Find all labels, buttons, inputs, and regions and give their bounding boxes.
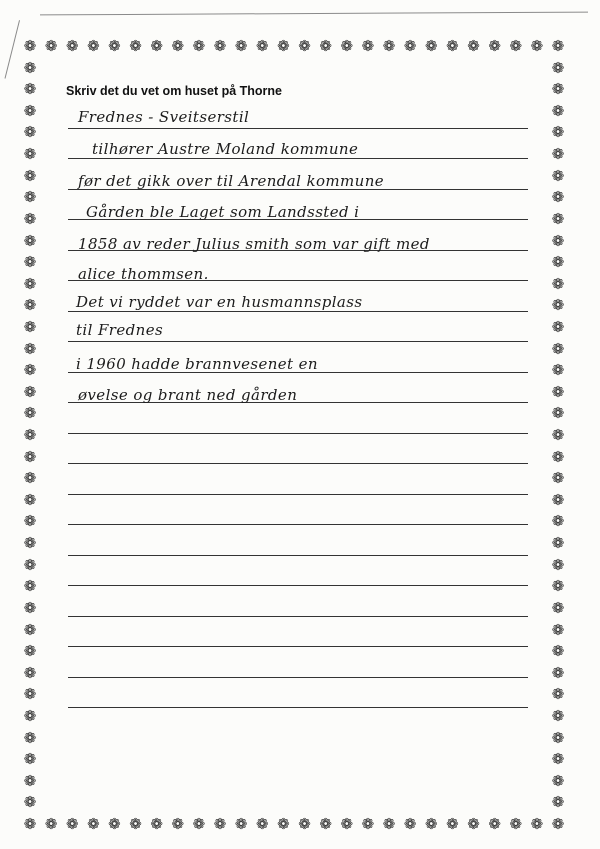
ruled-line [68,341,528,342]
ruled-line [68,677,528,678]
border-star-icon: ❁ [23,815,37,833]
border-star-icon: ❁ [488,815,501,833]
border-star-icon: ❁ [551,404,565,423]
border-star-icon: ❁ [551,577,565,596]
border-star-icon: ❁ [551,37,565,55]
ruled-line [68,524,528,525]
border-star-icon: ❁ [23,231,37,250]
border-star-icon: ❁ [361,815,375,833]
border-star-icon: ❁ [234,815,248,833]
border-star-icon: ❁ [256,37,269,55]
border-star-icon: ❁ [551,123,565,142]
handwritten-line: Frednes - Sveitserstil [78,108,250,126]
border-star-icon: ❁ [319,815,332,833]
border-star-icon: ❁ [23,663,37,682]
worksheet-title: Skriv det du vet om huset på Thorne [66,84,283,98]
border-star-icon: ❁ [23,620,37,639]
border-star-icon: ❁ [298,815,311,833]
border-star-icon: ❁ [551,663,565,682]
border-star-icon: ❁ [129,37,142,55]
border-star-icon: ❁ [551,209,565,228]
border-star-icon: ❁ [551,555,565,574]
ruled-line [68,494,528,495]
border-star-icon: ❁ [340,815,354,833]
border-star-icon: ❁ [488,37,501,55]
border-star-icon: ❁ [382,815,396,833]
border-star-icon: ❁ [551,80,565,99]
border-star-icon: ❁ [44,37,58,55]
border-star-icon: ❁ [382,37,396,55]
ruled-line [68,585,528,586]
handwritten-line: Gården ble Laget som Landssted i [86,203,360,221]
border-star-icon: ❁ [551,490,565,509]
border-star-icon: ❁ [551,231,565,250]
border-star-icon: ❁ [87,37,100,55]
border-star-icon: ❁ [213,37,227,55]
border-star-icon: ❁ [23,339,37,358]
border-star-icon: ❁ [530,37,544,55]
border-star-icon: ❁ [551,317,565,336]
border-star-icon: ❁ [551,188,565,207]
border-star-icon: ❁ [298,37,311,55]
border-star-icon: ❁ [23,598,37,617]
border-star-icon: ❁ [340,37,354,55]
border-star-icon: ❁ [23,361,37,380]
border-star-icon: ❁ [551,815,565,833]
border-star-icon: ❁ [277,37,290,55]
border-star-icon: ❁ [23,793,37,812]
border-star-icon: ❁ [129,815,142,833]
border-star-icon: ❁ [23,382,37,401]
handwritten-line: i 1960 hadde brannvesenet en [76,355,318,373]
ruled-line [68,463,528,464]
border-star-icon: ❁ [23,166,37,185]
border-star-icon: ❁ [23,771,37,790]
border-star-icon: ❁ [551,598,565,617]
border-star-icon: ❁ [361,37,375,55]
handwritten-line: 1858 av reder Julius smith som var gift med [78,235,430,253]
border-star-icon: ❁ [44,815,58,833]
border-star-icon: ❁ [277,815,290,833]
border-star-icon: ❁ [403,37,417,55]
border-star-icon: ❁ [23,145,37,164]
border-star-icon: ❁ [23,685,37,704]
border-star-icon: ❁ [23,555,37,574]
border-star-icon: ❁ [551,145,565,164]
border-star-icon: ❁ [23,728,37,747]
border-star-icon: ❁ [551,426,565,444]
border-star-icon: ❁ [467,37,480,55]
border-star-icon: ❁ [23,296,37,315]
border-star-icon: ❁ [551,339,565,358]
border-star-icon: ❁ [87,815,100,833]
ruled-line [68,128,528,129]
border-star-icon: ❁ [551,253,565,272]
border-star-icon: ❁ [551,469,565,488]
border-star-icon: ❁ [108,815,121,833]
ruled-line [68,616,528,617]
border-star-icon: ❁ [23,37,37,55]
ruled-line [68,555,528,556]
border-star-icon: ❁ [551,706,565,725]
ruled-line [68,707,528,708]
border-star-icon: ❁ [23,274,37,293]
border-star-icon: ❁ [424,815,438,833]
border-star-icon: ❁ [23,80,37,99]
border-star-icon: ❁ [551,685,565,704]
border-star-icon: ❁ [213,815,227,833]
ruled-line [68,433,528,434]
border-star-icon: ❁ [446,37,459,55]
border-star-icon: ❁ [551,534,565,553]
border-star-icon: ❁ [509,815,523,833]
handwritten-line: øvelse og brant ned gården [78,386,298,404]
border-star-icon: ❁ [23,188,37,207]
border-star-icon: ❁ [424,37,438,55]
handwritten-line: Det vi ryddet var en husmannsplass [76,293,363,311]
border-star-icon: ❁ [551,793,565,812]
border-star-icon: ❁ [256,815,269,833]
border-star-icon: ❁ [234,37,248,55]
border-star-icon: ❁ [509,37,523,55]
border-star-icon: ❁ [551,512,565,531]
ruled-line [68,646,528,647]
border-star-icon: ❁ [551,274,565,293]
border-star-icon: ❁ [551,296,565,315]
border-star-icon: ❁ [23,750,37,769]
ruled-line [68,158,528,159]
border-star-icon: ❁ [65,37,79,55]
border-star-icon: ❁ [23,469,37,488]
border-star-icon: ❁ [23,404,37,423]
border-star-icon: ❁ [108,37,121,55]
border-star-icon: ❁ [551,750,565,769]
border-star-icon: ❁ [403,815,417,833]
border-star-icon: ❁ [551,58,565,77]
border-star-icon: ❁ [23,253,37,272]
border-star-icon: ❁ [551,771,565,790]
border-star-icon: ❁ [446,815,459,833]
border-star-icon: ❁ [23,642,37,661]
border-star-icon: ❁ [551,447,565,466]
border-star-icon: ❁ [192,815,206,833]
border-star-icon: ❁ [23,534,37,553]
border-star-icon: ❁ [150,37,163,55]
handwritten-line: alice thommsen. [78,265,209,283]
border-star-icon: ❁ [551,361,565,380]
border-star-icon: ❁ [551,642,565,661]
border-star-icon: ❁ [23,123,37,142]
scan-edge-line [40,12,588,16]
border-star-icon: ❁ [171,815,185,833]
border-star-icon: ❁ [551,382,565,401]
border-star-icon: ❁ [467,815,480,833]
border-star-icon: ❁ [23,58,37,77]
border-star-icon: ❁ [319,37,332,55]
border-star-icon: ❁ [530,815,544,833]
border-star-icon: ❁ [23,577,37,596]
border-star-icon: ❁ [551,728,565,747]
border-star-icon: ❁ [65,815,79,833]
border-star-icon: ❁ [23,512,37,531]
handwritten-line: før det gikk over til Arendal kommune [78,172,385,190]
border-star-icon: ❁ [23,706,37,725]
border-star-icon: ❁ [23,209,37,228]
scan-edge-line [5,20,20,78]
handwritten-line: til Frednes [76,321,164,339]
handwritten-line: tilhører Austre Moland kommune [92,140,359,158]
border-star-icon: ❁ [23,101,37,120]
border-star-icon: ❁ [23,490,37,509]
border-star-icon: ❁ [551,166,565,185]
border-star-icon: ❁ [551,101,565,120]
border-star-icon: ❁ [192,37,206,55]
border-star-icon: ❁ [23,426,37,444]
border-star-icon: ❁ [171,37,185,55]
border-star-icon: ❁ [23,447,37,466]
border-star-icon: ❁ [150,815,163,833]
border-star-icon: ❁ [23,317,37,336]
border-star-icon: ❁ [551,620,565,639]
